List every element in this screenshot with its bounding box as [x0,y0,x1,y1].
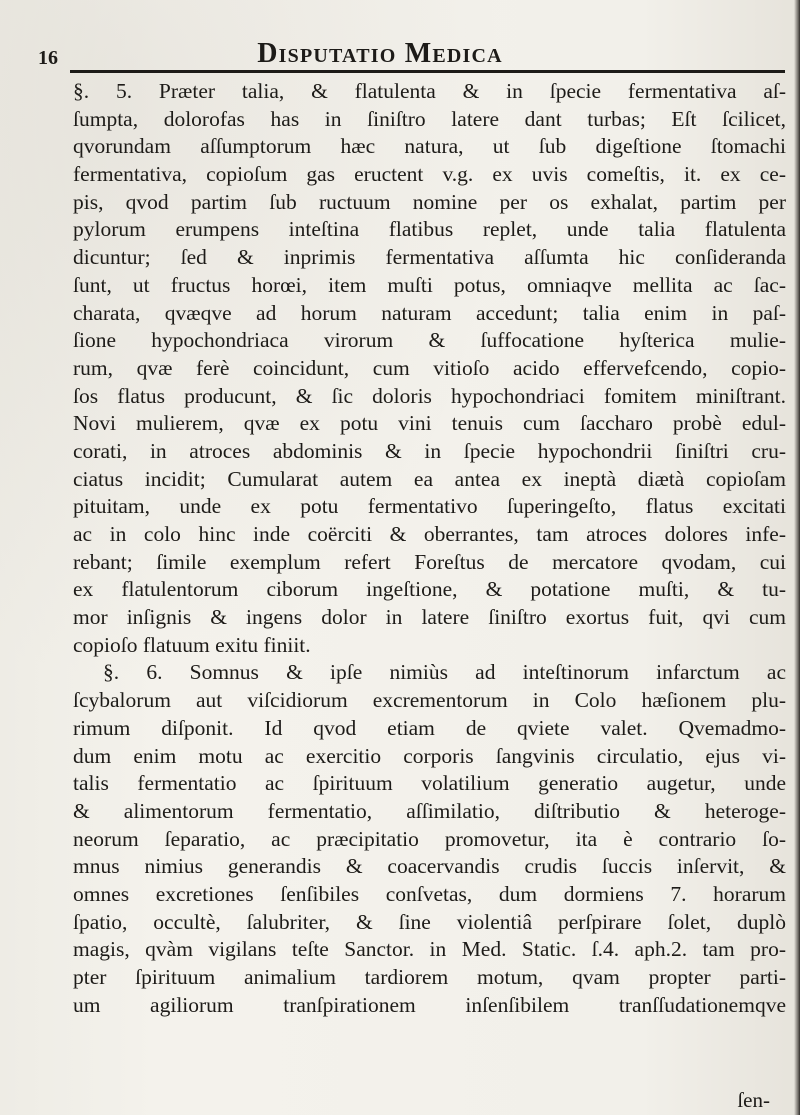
text-line: fermentativa, copioſum gas eructent v.g. ex uvis comeſtis, it. ex ce- [73,162,786,187]
text-line: ex flatulentorum ciborum ingeſtione, & potatione muſti, & tu- [73,577,786,602]
text-line: corati, in atroces abdominis & in ſpecie hypochondrii ſiniſtri cru- [73,438,786,463]
text-line: magis, qvàm vigilans teſte Sanctor. in Med. Static. ſ.4. aph.2. tam pro- [73,937,786,962]
text-line: ſunt, ut fructus horœi, item muſti potus, omniaqve mellita ac ſac- [73,272,786,297]
body-text [73,78,786,1019]
text-line: charata, qvæqve ad horum naturam accedunt; talia enim in paſ- [73,300,786,325]
text-line: omnes excretiones ſenſibiles conſvetas, dum dormiens 7. horarum [73,881,786,906]
text-line: pituitam, unde ex potu fermentativo ſuperingeſto, flatus excitati [73,494,786,519]
text-line: §. 6. Somnus & ipſe nimiùs ad inteſtinorum infarctum ac [103,660,786,685]
text-line: & alimentorum fermentatio, aſſimilatio, diſtributio & heteroge- [73,798,786,823]
catchword: ſen- [737,1088,770,1112]
text-line: pis, qvod partim ſub ructuum nomine per os exhalat, partim per [73,189,786,214]
text-line: rebant; ſimile exemplum refert Foreſtus de mercatore qvodam, cui [73,549,786,574]
text-line: rimum diſponit. Id qvod etiam de qviete valet. Qvemadmo- [73,715,786,740]
text-line: Novi mulierem, qvæ ex potu vini tenuis cum ſaccharo probè edul- [73,411,786,436]
text-line: ciatus incidit; Cumularat autem ea antea ex ineptà diætà copioſam [73,466,786,491]
text-line: ac in colo hinc inde coërciti & oberrantes, tam atroces dolores infe- [73,522,786,546]
page-edge-shadow [794,0,800,1115]
text-line: rum, qvæ ferè coincidunt, cum vitioſo acido effervefcendo, copio- [73,355,786,380]
text-line: pter ſpirituum animalium tardiorem motum, qvam propter parti- [73,965,786,989]
page-number: 16 [38,47,58,69]
text-line: um agiliorum tranſpirationem inſenſibilem tranſſudationemqve [73,992,786,1017]
text-line: ſos flatus producunt, & ſic doloris hypochondriaci fomitem miniſtrant. [73,383,786,408]
text-line: mor inſignis & ingens dolor in latere ſiniſtro exortus fuit, qvi cum [73,605,786,630]
text-line: dicuntur; ſed & inprimis fermentativa aſſumta hic conſideranda [73,245,786,270]
text-line: ſpatio, occultè, ſalubriter, & ſine violentiâ perſpirare ſolet, duplò [73,909,786,934]
text-line: ſcybalorum aut viſcidiorum excrementorum in Colo hæſionem plu- [73,688,786,713]
text-line: mnus nimius generandis & coacervandis crudis ſuccis inſervit, & [73,854,786,879]
text-line: talis fermentatio ac ſpirituum volatilium generatio augetur, unde [73,771,786,796]
text-line: pylorum erumpens inteſtina flatibus replet, unde talia flatulenta [73,217,786,242]
text-line: copioſo flatuum exitu finiit. [73,632,311,657]
text-line: qvorundam aſſumptorum hæc natura, ut ſub digeſtione ſtomachi [73,134,786,159]
text-line: ſione hypochondriaca virorum & ſuffocatione hyſterica mulie- [73,328,786,353]
header-rule [70,70,785,73]
text-line: dum enim motu ac exercitio corporis ſangvinis circulatio, ejus vi- [73,743,786,768]
text-line: neorum ſeparatio, ac præcipitatio promovetur, ita è contrario ſo- [73,826,786,851]
text-line: §. 5. Præter talia, & flatulenta & in ſpecie fermentativa aſ- [73,79,786,103]
text-line: ſumpta, dolorofas has in ſiniſtro latere dant turbas; Eſt ſcilicet, [73,106,786,131]
running-title: Disputatio Medica [257,38,503,69]
